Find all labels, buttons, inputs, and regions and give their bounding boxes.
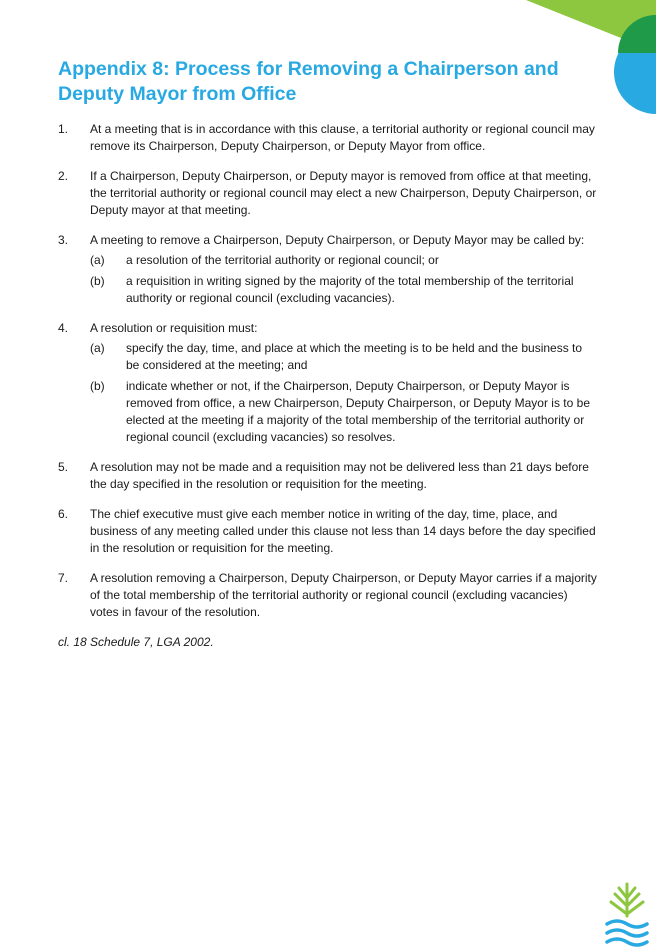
clause-item-6 <box>58 506 598 557</box>
clause-number: 3. <box>58 233 69 247</box>
title-line-2: Deputy Mayor from Office <box>58 83 297 105</box>
clause-number: 5. <box>58 460 69 474</box>
clause-text: A resolution or requisition must: <box>90 321 258 335</box>
clause-number: 1. <box>58 122 69 136</box>
clause-number: 6. <box>58 507 69 521</box>
subclause-item <box>90 340 598 374</box>
subclause-number: (b) <box>90 379 105 393</box>
subclause-list <box>90 252 598 307</box>
document-page <box>58 57 598 651</box>
clause-list <box>58 121 598 621</box>
clause-item-7 <box>58 570 598 621</box>
subclause-item <box>90 252 598 269</box>
clause-text: A resolution may not be made and a requisition may not be delivered less than 21 days before the day specified in the resolution or requisition for the meeting. <box>90 460 589 491</box>
clause-number: 4. <box>58 321 69 335</box>
clause-number: 7. <box>58 571 69 585</box>
subclause-list <box>90 340 598 446</box>
subclause-text: specify the day, time, and place at which the meeting is to be held and the business to be considered at the meeting; and <box>126 341 583 372</box>
subclause-item <box>90 273 598 307</box>
clause-text: The chief executive must give each member notice in writing of the day, time, place, and business of any meeting called under this clause not less than 14 days before the day specified in the resolution or requisition for the meeting. <box>90 507 596 555</box>
page-title <box>58 57 598 107</box>
council-logo-icon <box>603 880 651 948</box>
clause-item-2 <box>58 168 598 219</box>
legal-citation: cl. 18 Schedule 7, LGA 2002. <box>58 635 214 649</box>
title-line-1: Appendix 8: Process for Removing a Chairperson and <box>58 58 559 80</box>
subclause-number: (b) <box>90 274 105 288</box>
clause-item-1 <box>58 121 598 155</box>
clause-item-5 <box>58 459 598 493</box>
subclause-number: (a) <box>90 253 105 267</box>
clause-text: If a Chairperson, Deputy Chairperson, or Deputy mayor is removed from office at that meeting, the territorial authority or regional council may elect a new Chairperson, Deputy Chairperson, or Deputy mayor at that meeting. <box>90 169 597 217</box>
clause-text: A meeting to remove a Chairperson, Deputy Chairperson, or Deputy Mayor may be called by: <box>90 233 585 247</box>
subclause-item <box>90 378 598 446</box>
clause-text: At a meeting that is in accordance with this clause, a territorial authority or regional council may remove its Chairperson, Deputy Chairperson, or Deputy Mayor from office. <box>90 122 595 153</box>
subclause-text: indicate whether or not, if the Chairperson, Deputy Chairperson, or Deputy Mayor is removed from office, a new Chairperson, Deputy Chairperson, or Deputy Mayor is to be elected at the meeting if a majority of the total membership of the territorial authority or regional council (excluding vacancies) so resolves. <box>126 379 590 444</box>
clause-text: A resolution removing a Chairperson, Deputy Chairperson, or Deputy Mayor carries if a majority of the total membership of the territorial authority or regional council (excluding vacancies) votes in favour of the resolution. <box>90 571 597 619</box>
clause-item-3 <box>58 232 598 307</box>
clause-number: 2. <box>58 169 69 183</box>
subclause-text: a requisition in writing signed by the majority of the total membership of the territorial authority or regional council (excluding vacancies). <box>126 274 574 305</box>
clause-item-4 <box>58 320 598 446</box>
subclause-text: a resolution of the territorial authority or regional council; or <box>126 253 439 267</box>
subclause-number: (a) <box>90 341 105 355</box>
